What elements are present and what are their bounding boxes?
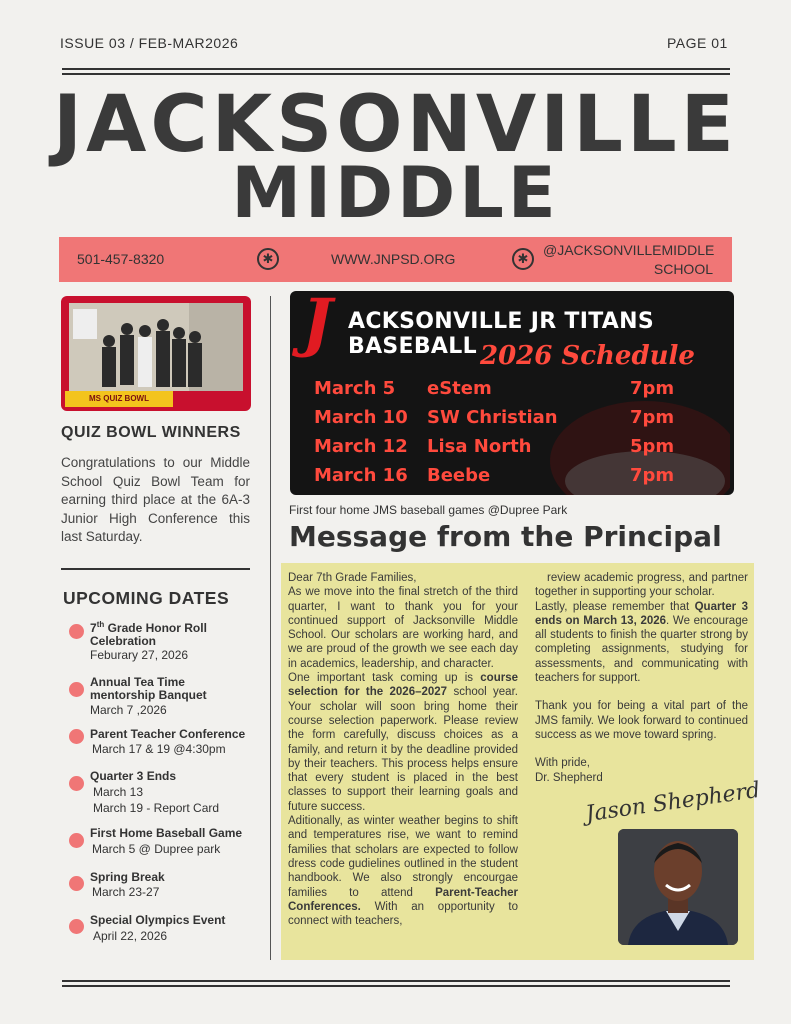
page-label: PAGE 01 <box>667 35 728 51</box>
event-date: March 5 @ Dupree park <box>92 842 221 856</box>
asterisk-icon: ✱ <box>257 248 279 270</box>
bullet-dot-icon <box>69 682 84 697</box>
game-time: 7pm <box>630 465 675 486</box>
letter-closing: With pride, <box>535 757 590 770</box>
game-opponent: eStem <box>427 378 492 399</box>
team-photo <box>69 303 243 391</box>
baseball-banner <box>290 291 734 495</box>
team-logo-letter: J <box>302 291 333 360</box>
person-icon <box>618 829 738 945</box>
event-title: Special Olympics Event <box>90 913 226 927</box>
event-title: Annual Tea Time mentorship Banquet <box>90 675 207 702</box>
game-opponent: SW Christian <box>427 407 558 428</box>
top-rule-2 <box>62 73 730 75</box>
letter-paragraph: Thank you for being a vital part of the JMS family. We look forward to continued success as we move toward spring. <box>535 700 748 741</box>
website-link[interactable]: WWW.JNPSD.ORG <box>331 251 456 267</box>
bottom-rule-1 <box>62 980 730 982</box>
event-title: 7th Grade Honor Roll Celebration <box>90 620 207 648</box>
game-opponent: Beebe <box>427 465 491 486</box>
bullet-dot-icon <box>69 729 84 744</box>
principal-portrait <box>618 829 738 945</box>
letter-paragraph: review academic progress, and partner together in supporting your scholar. <box>535 572 748 599</box>
quiz-bowl-heading: QUIZ BOWL WINNERS <box>61 424 241 441</box>
bullet-dot-icon <box>69 919 84 934</box>
social-line2: SCHOOL <box>653 261 713 277</box>
event-date: March 17 & 19 @4:30pm <box>92 742 226 756</box>
social-handle[interactable] <box>543 241 713 279</box>
letter-paragraph: One important task coming up is course selection for the 2026–2027 school year. Your scholar will soon bring home their course selection paperwork. Please review the form carefully, discuss choices as a family, and return it by the deadline provided by their teachers. This process helps ensure that every student is placed in the best classes to support their learning goals and future success. <box>288 672 518 813</box>
letter-paragraph: Aditionally, as winter weather begins to shift and temperatures rise, we want to remind families that scholars are expected to follow dress code gudielines outlined in the student handbook. We also strongly encourgae families to attend Parent-Teacher Conferences. With an opportunity to connect with teachers, <box>288 815 518 928</box>
event-title: Parent Teacher Conference <box>90 727 246 741</box>
photo-tag: MS QUIZ BOWL <box>65 391 173 407</box>
event-date: March 7 ,2026 <box>90 703 167 717</box>
phone-number[interactable]: 501-457-8320 <box>77 251 165 267</box>
event-title: Quarter 3 Ends <box>90 769 177 783</box>
letter-paragraph: As we move into the final stretch of the third quarter, I want to thank you for your continued support of Jacksonville Middle School. Our scholars are working hard, and we are proud of the growth we see each day in academics, leadership, and character. <box>288 586 518 670</box>
bottom-rule-2 <box>62 985 730 987</box>
game-time: 7pm <box>630 378 675 399</box>
letter-name: Dr. Shepherd <box>535 771 603 784</box>
top-rule-1 <box>62 68 730 70</box>
column-divider <box>270 296 271 960</box>
upcoming-heading: UPCOMING DATES <box>63 588 230 608</box>
game-date: March 5 <box>314 378 396 399</box>
issue-label: ISSUE 03 / FEB-MAR2026 <box>60 35 239 51</box>
event-date: March 13 <box>93 785 144 799</box>
masthead-line1: JACKSONVILLE <box>53 80 738 170</box>
event-title: First Home Baseball Game <box>90 826 243 840</box>
banner-subtitle: 2026 Schedule <box>480 341 695 371</box>
event-title: Spring Break <box>90 870 165 884</box>
social-line1: @JACKSONVILLEMIDDLE <box>543 242 715 258</box>
banner-caption: First four home JMS baseball games @Dupree Park <box>289 503 568 517</box>
letter-paragraph: Lastly, please remember that Quarter 3 ends on March 13, 2026. We encourage all students to finish the quarter strong by completing assignments, studying for assessments, and communicating with teachers for support. <box>535 600 748 685</box>
letter-greeting: Dear 7th Grade Families, <box>288 572 417 584</box>
game-date: March 10 <box>314 407 408 428</box>
event-date: Feburary 27, 2026 <box>90 648 189 662</box>
asterisk-icon: ✱ <box>512 248 534 270</box>
principal-heading: Message from the Principal <box>289 520 722 553</box>
quiz-bowl-body: Congratulations to our Middle School Quiz Bowl Team for earning third place at the 6A-3 Junior High Conference this last Saturday. <box>61 455 250 544</box>
masthead-line2: MIDDLE <box>231 152 560 234</box>
bullet-dot-icon <box>69 876 84 891</box>
game-date: March 12 <box>314 436 408 457</box>
letter-column-right <box>535 571 748 785</box>
bullet-dot-icon <box>69 776 84 791</box>
bullet-dot-icon <box>69 624 84 639</box>
students-icon <box>69 303 243 391</box>
letter-column-left <box>288 571 518 928</box>
game-time: 5pm <box>630 436 675 457</box>
game-opponent: Lisa North <box>427 436 532 457</box>
contact-bar <box>59 237 732 282</box>
game-date: March 16 <box>314 465 408 486</box>
quiz-bowl-photo <box>61 296 251 411</box>
event-date: March 19 - Report Card <box>93 801 220 815</box>
principal-signature: Jason Shepherd <box>584 777 762 828</box>
banner-title: ACKSONVILLE JR TITANS BASEBALL <box>348 309 654 359</box>
game-time: 7pm <box>630 407 675 428</box>
event-date: April 22, 2026 <box>93 929 168 943</box>
left-divider <box>61 568 250 570</box>
event-date: March 23-27 <box>92 885 160 899</box>
bullet-dot-icon <box>69 833 84 848</box>
